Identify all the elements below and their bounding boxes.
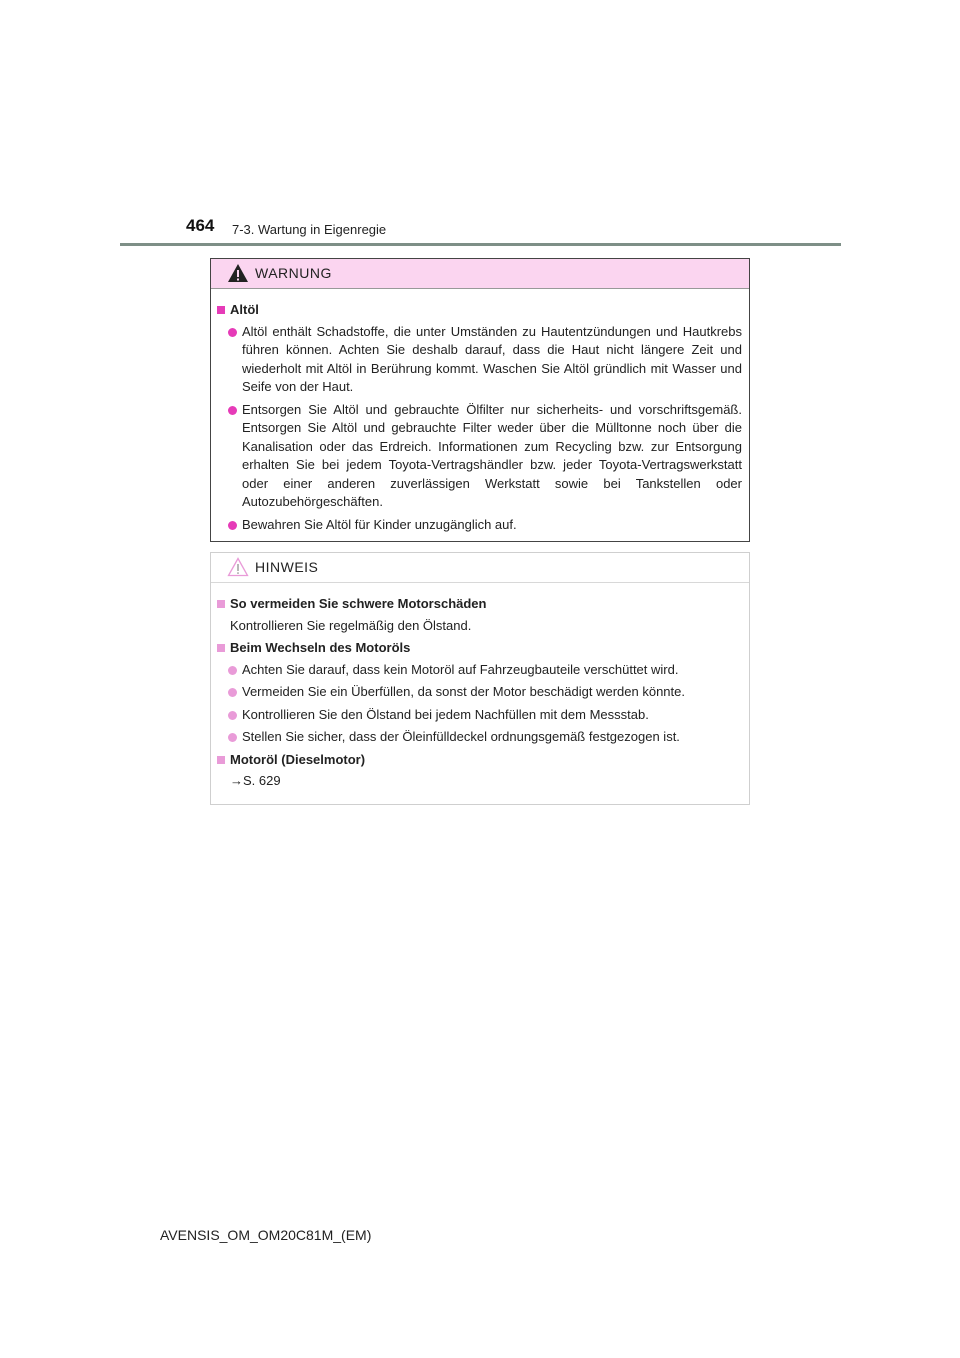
square-bullet-icon (217, 756, 225, 764)
list-item (217, 683, 742, 702)
list-item-text: Bewahren Sie Altöl für Kinder unzugänglich auf. (242, 516, 517, 532)
round-bullet-icon (228, 711, 237, 720)
list-item (217, 728, 742, 747)
notice-heading (217, 639, 742, 658)
list-item-text: Achten Sie darauf, dass kein Motoröl auf Fahrzeugbauteile verschüttet wird. (242, 661, 679, 677)
round-bullet-icon (228, 521, 237, 530)
notice-heading (217, 595, 742, 614)
notice-heading-text: So vermeiden Sie schwere Motorschäden (230, 596, 487, 611)
list-item-text: Stellen Sie sicher, dass der Öleinfülldeckel ordnungsgemäß festgezogen ist. (242, 729, 680, 744)
notice-box (210, 552, 750, 805)
round-bullet-icon (228, 666, 237, 675)
warning-label: WARNUNG (255, 265, 332, 281)
warning-body (211, 289, 749, 534)
round-bullet-icon (228, 406, 237, 415)
square-bullet-icon (217, 306, 225, 314)
list-item-text: Altöl enthält Schadstoffe, die unter Umständen zu Hautentzündungen und Hautkrebs führen können. Achten Sie deshalb darauf, dass die Haut nicht längere Zeit und wiederholt mit Altöl in Berührung kommt. Waschen Sie Altöl gründlich mit Wasser und Seife von der Haut. (242, 323, 742, 394)
list-item (217, 661, 742, 680)
list-item-text: Kontrollieren Sie den Ölstand bei jedem Nachfüllen mit dem Messstab. (242, 706, 649, 722)
section-title: 7-3. Wartung in Eigenregie (232, 222, 387, 237)
square-bullet-icon (217, 600, 225, 608)
document-code: AVENSIS_OM_OM20C81M_(EM) (160, 1227, 372, 1243)
notice-text: Kontrollieren Sie regelmäßig den Ölstand. (230, 617, 472, 633)
list-item (217, 401, 742, 512)
page-reference: →S. 629 (230, 773, 281, 788)
warning-box (210, 258, 750, 542)
warning-heading-text: Altöl (230, 302, 259, 317)
notice-label: HINWEIS (255, 559, 319, 575)
notice-heading-text: Motoröl (Dieselmotor) (230, 751, 366, 767)
list-item-text: Entsorgen Sie Altöl und gebrauchte Ölfilter nur sicherheits- und vorschriftsgemäß. Entsorgen Sie Altöl und gebrauchte Filter weder über die Mülltonne noch über die Kanalisation oder das Erdreich. Informationen zum Recycling bzw. zur Entsorgung erhalten Sie bei jedem Toyota-Vertragshändler bzw. jeder Toyota-Vertragswerkstatt oder einer anderen zuverlässigen Werkstatt sowie bei Tankstellen oder Autozubehörgeschäften. (242, 401, 742, 509)
caution-triangle-icon (227, 557, 249, 577)
list-item (217, 706, 742, 725)
notice-heading (217, 751, 742, 770)
round-bullet-icon (228, 688, 237, 697)
notice-heading-text: Beim Wechseln des Motoröls (230, 640, 411, 655)
round-bullet-icon (228, 328, 237, 337)
warning-header (211, 259, 749, 289)
round-bullet-icon (228, 733, 237, 742)
notice-header (211, 553, 749, 583)
page-number: 464 (186, 216, 215, 235)
list-item (217, 323, 742, 397)
warning-heading (217, 301, 742, 320)
header-rule (120, 243, 841, 246)
notice-body (211, 583, 749, 791)
list-item (217, 516, 742, 535)
square-bullet-icon (217, 644, 225, 652)
warning-triangle-icon (227, 263, 249, 283)
list-item-text: Vermeiden Sie ein Überfüllen, da sonst der Motor beschädigt werden könnte. (242, 684, 685, 699)
